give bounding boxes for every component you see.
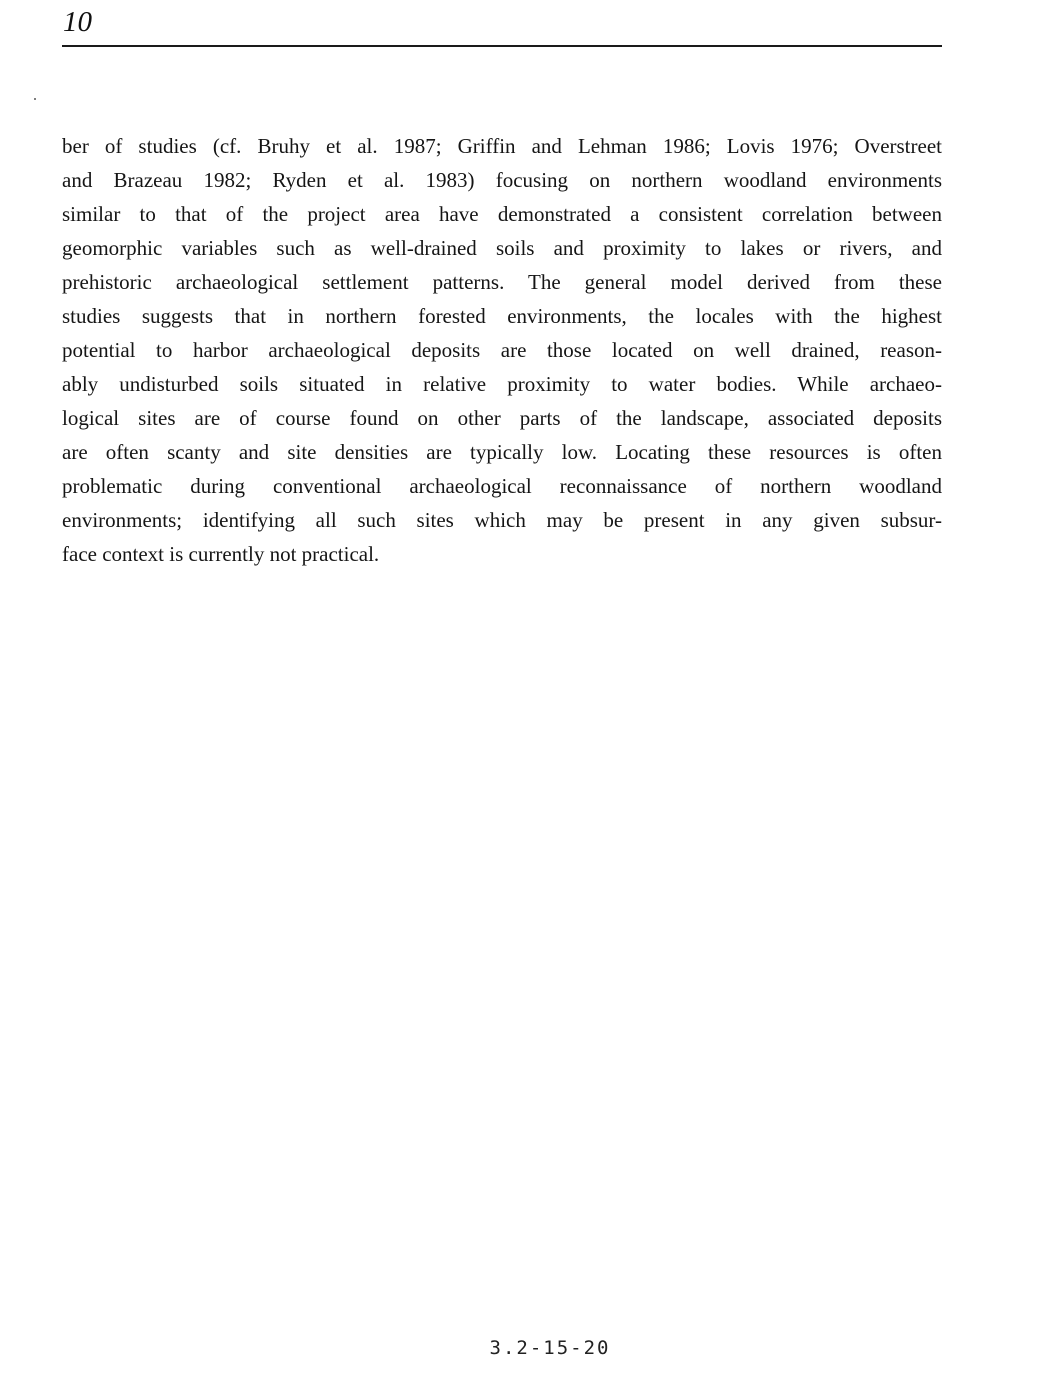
- paragraph-line: studies suggests that in northern forested environments, the locales with the highest: [62, 304, 942, 328]
- paragraph-line: problematic during conventional archaeological reconnaissance of northern woodland: [62, 474, 942, 498]
- paragraph-line: geomorphic variables such as well-drained soils and proximity to lakes or rivers, and: [62, 236, 942, 260]
- document-code: 3.2-15-20: [489, 1337, 611, 1359]
- page-number: 10: [63, 6, 92, 38]
- paragraph-line: ber of studies (cf. Bruhy et al. 1987; Griffin and Lehman 1986; Lovis 1976; Overstreet: [62, 134, 942, 158]
- paragraph-line: and Brazeau 1982; Ryden et al. 1983) focusing on northern woodland environments: [62, 168, 942, 192]
- paragraph-line-last: face context is currently not practical.: [62, 542, 380, 566]
- paragraph-line: logical sites are of course found on other parts of the landscape, associated deposits: [62, 406, 942, 430]
- paragraph-line: environments; identifying all such sites which may be present in any given subsur-: [62, 508, 942, 532]
- paragraph-line: are often scanty and site densities are typically low. Locating these resources is often: [62, 440, 942, 464]
- paragraph-line: ably undisturbed soils situated in relative proximity to water bodies. While archaeo-: [62, 372, 942, 396]
- header-rule: [62, 45, 942, 47]
- paragraph-line: prehistoric archaeological settlement patterns. The general model derived from these: [62, 270, 942, 294]
- body-paragraph: [62, 129, 942, 571]
- paragraph-line: similar to that of the project area have demonstrated a consistent correlation between: [62, 202, 942, 226]
- scan-speck: [34, 98, 36, 100]
- paragraph-line: potential to harbor archaeological deposits are those located on well drained, reason-: [62, 338, 942, 362]
